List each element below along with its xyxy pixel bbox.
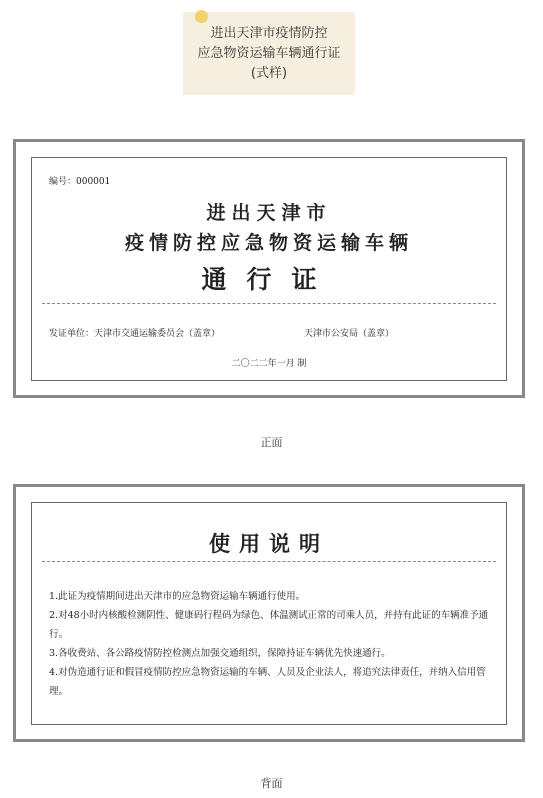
header-line-2: 应急物资运输车辆通行证 (197, 46, 341, 61)
front-title-line-2: 疫情防控应急物资运输车辆 (124, 232, 413, 254)
back-title: 使用说明 (209, 531, 329, 556)
serial-number: 编号：000001 (49, 177, 111, 187)
yellow-dot-icon (195, 10, 208, 23)
issuer-right: 天津市公安局（盖章） (304, 329, 395, 339)
usage-rules (49, 587, 494, 701)
header-line-1: 进出天津市疫情防控 (210, 26, 328, 41)
front-caption: 正面 (260, 436, 283, 449)
rule-item: 2.对48小时内核酸检测阴性、健康码行程码为绿色、体温测试正常的司乘人员，并持有此证的车辆准予通行。 (49, 610, 489, 640)
front-divider (42, 303, 496, 304)
pass-back-card (13, 484, 525, 742)
rule-item: 1.此证为疫情期间进出天津市的应急物资运输车辆通行使用。 (49, 591, 306, 602)
issue-date: 二〇二二年一月 制 (231, 359, 307, 369)
rule-item: 4.对伪造通行证和假冒疫情防控应急物资运输的车辆、人员及企业法人，将追究法律责任，并纳入信用管理。 (49, 667, 486, 697)
header-line-3: (式样) (250, 66, 288, 81)
pass-front-inner-frame (31, 157, 507, 381)
pass-front-card (13, 139, 525, 398)
issuer-left: 发证单位：天津市交通运输委员会（盖章） (49, 329, 221, 339)
front-title-line-3: 通行证 (201, 265, 337, 294)
rule-item: 3.各收费站、各公路疫情防控检测点加强交通组织，保障持证车辆优先快速通行。 (49, 648, 391, 659)
pass-back-inner-frame (31, 502, 507, 725)
back-divider (42, 561, 496, 562)
header-label-box (183, 12, 355, 95)
front-title-line-1: 进出天津市 (206, 202, 332, 224)
back-caption: 背面 (260, 777, 283, 790)
